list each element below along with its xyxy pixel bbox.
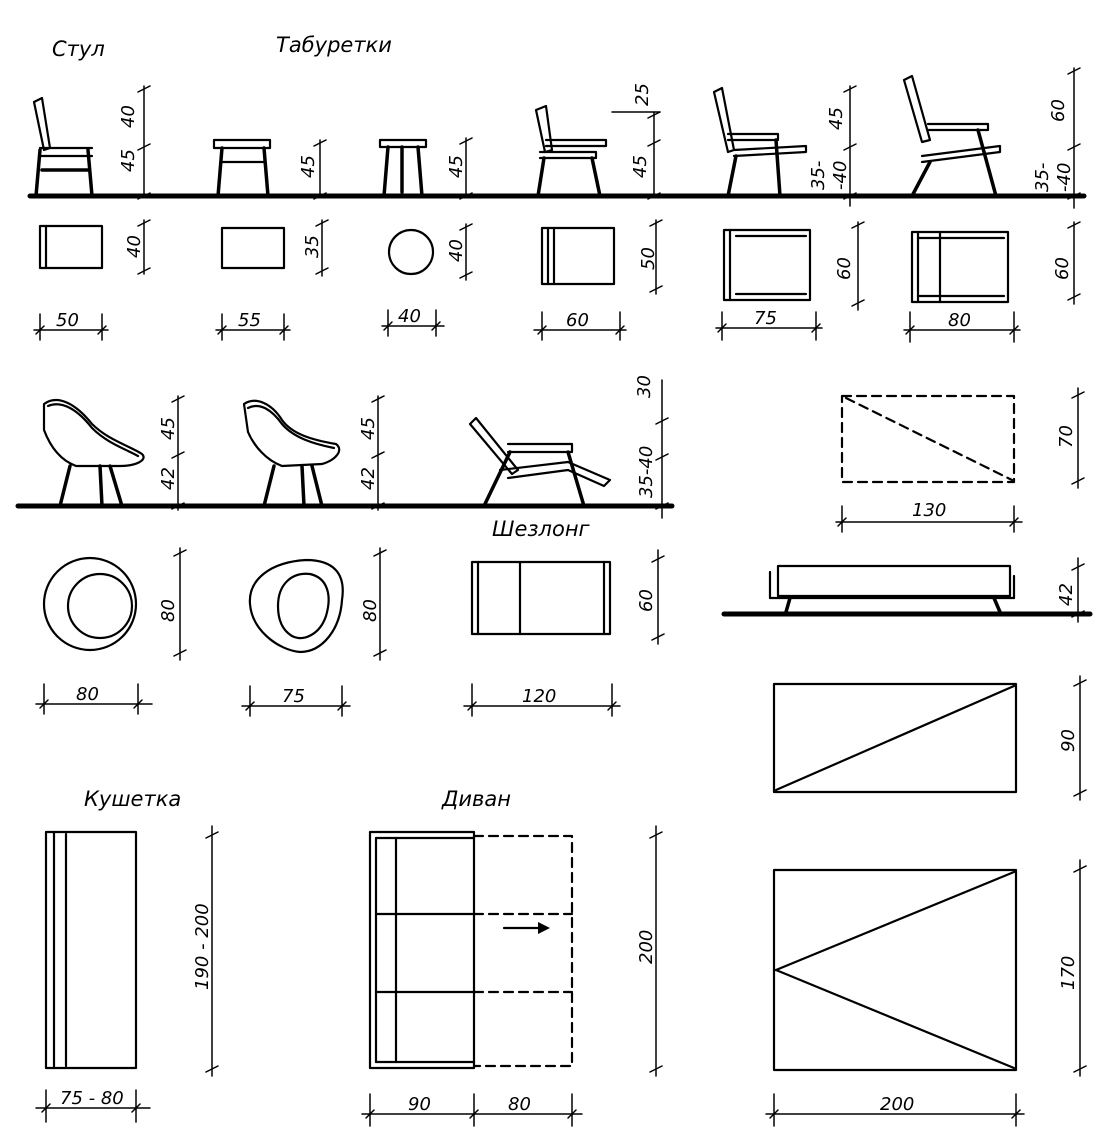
bed-plan-double [774,870,1016,1070]
armchair1-seat-height: 45 [630,155,651,178]
sofa-width-b: 80 [508,1094,531,1115]
shell-chair1-plan-depth: 80 [158,599,179,622]
bench-plan-dims [836,388,1084,532]
chair-plan [40,226,102,268]
shell-chair2-back-height: 45 [358,417,379,440]
sofa-dims [362,826,662,1126]
stool2-plan [389,230,433,274]
shell-chair1-dims [172,396,184,510]
bench-plan [842,396,1014,482]
bed-double-width: 200 [880,1094,915,1115]
bed-plan-depth: 90 [1058,729,1079,752]
armchair3-plan-width: 80 [948,310,971,331]
stool1-plan-depth: 35 [302,235,323,258]
shell-chair2-elevation [244,401,339,506]
sofa-extension [474,836,572,1066]
armchair1-plan [542,228,614,284]
shell-chair1-back-height: 45 [158,417,179,440]
stool1-plan [222,228,284,268]
armchair2-plan-width: 75 [754,308,777,329]
stool2-plan-width: 40 [398,306,421,327]
stool1-height: 45 [298,155,319,178]
shell-chair1-plan [44,558,136,650]
shell-chair2-dims [372,396,384,510]
armchair3-back-height: 60 [1048,99,1069,122]
bed-plan-single [774,684,1016,792]
stool2-plan-depth: 40 [446,239,467,262]
sofa-length: 200 [636,929,657,964]
bed-double-depth: 170 [1058,955,1079,990]
armchair2-plan-depth: 60 [834,257,855,280]
shell-chair1-elevation [44,400,144,506]
label-stools: Табуретки [276,33,392,57]
armchair1-plan-depth: 50 [638,247,659,270]
bench-plan-depth: 70 [1056,425,1077,448]
couch-dims [36,826,218,1122]
bed-plan-double-dims [766,860,1086,1126]
stool1-elevation [214,140,270,196]
chaise-dims [656,380,668,518]
armchair2-back-height: 45 [826,107,847,130]
chaise-seat-height: 35-40 [636,445,657,498]
chair-back-height: 40 [118,105,139,128]
shell-chair2-seat-height: 42 [358,467,379,490]
sofa-extend-arrow [504,922,550,934]
chaise-back-height: 30 [634,375,655,398]
shell-chair2-plan-depth: 80 [360,599,381,622]
armchair3-elevation [904,76,1000,196]
armchair2-seat-height-b: -40 [830,160,851,190]
shell-chair1-plan-dims [36,548,186,714]
armchair2-plan [724,230,810,300]
shell-chair1-plan-width: 80 [76,684,99,705]
stool2-height: 45 [446,155,467,178]
shell-chair2-plan [250,560,343,652]
armchair3-plan-depth: 60 [1052,257,1073,280]
chaise-plan [472,562,610,634]
label-sofa: Диван [442,787,512,811]
chaise-plan-depth: 60 [636,589,657,612]
label-couch: Кушетка [84,787,182,811]
chair-elevation [34,98,92,196]
couch-plan [46,832,136,1068]
couch-width: 75 - 80 [60,1088,124,1109]
armchair3-seat-height-a: 35- [1032,162,1053,192]
chair-plan-depth: 40 [124,235,145,258]
armchair1-elevation [536,106,606,196]
sofa-plan [370,832,474,1068]
armchair1-back-height: 25 [632,83,653,106]
label-chaise: Шезлонг [492,517,590,541]
chair-plan-width: 50 [56,310,79,331]
bench-plan-width: 130 [912,500,947,521]
armchair2-elevation [714,88,806,196]
chaise-plan-width: 120 [522,686,557,707]
shell-chair2-plan-width: 75 [282,686,305,707]
chair-seat-height: 45 [118,149,139,172]
label-chair: Стул [52,37,105,61]
chaise-elevation [470,418,610,506]
bed-height: 42 [1056,583,1077,606]
sofa-width-a: 90 [408,1094,431,1115]
chair-dim-vertical [138,86,150,199]
shell-chair1-seat-height: 42 [158,467,179,490]
armchair1-plan-width: 60 [566,310,589,331]
stool1-plan-width: 55 [238,310,261,331]
armchair3-seat-height-b: -40 [1054,162,1075,192]
armchair2-seat-height-a: 35- [808,160,829,190]
bed-elevation [770,566,1014,612]
armchair3-plan-dims [904,222,1080,342]
armchair3-plan [912,232,1008,302]
stool2-elevation [380,140,426,196]
couch-length: 190 - 200 [192,903,213,990]
armchair2-plan-dims [716,222,864,340]
